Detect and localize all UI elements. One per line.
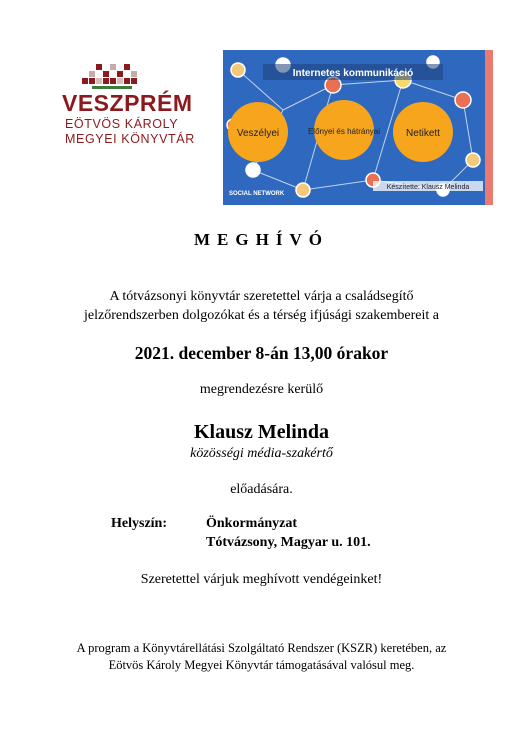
banner-heading: Internetes kommunikáció — [292, 68, 414, 79]
footer-line-1: A program a Könyvtárellátási Szolgáltató Rendszer (KSZR) keretében, az — [76, 641, 447, 655]
location-line-1: Önkormányzat — [206, 516, 297, 531]
social-network-banner — [223, 50, 493, 205]
lecture-text: előadására. — [230, 482, 293, 497]
footer-line-2: Eötvös Károly Megyei Könyvtár támogatásával valósul meg. — [108, 658, 415, 672]
intro-line-1: A tótvázsonyi könyvtár szeretettel várja a családsegítő — [109, 289, 414, 304]
logo-line-1: EÖTVÖS KÁROLY — [65, 117, 179, 131]
invitation-title: MEGHÍVÓ — [194, 230, 329, 249]
location-label: Helyszín: — [111, 516, 167, 531]
logo-line-2: MEGYEI KÖNYVTÁR — [65, 132, 195, 146]
held-text: megrendezésre kerülő — [199, 382, 324, 397]
speaker-name: Klausz Melinda — [193, 421, 329, 443]
bubble-netiquette: Netikett — [406, 128, 440, 139]
intro-line-2: jelzőrendszerben dolgozókat és a térség ifjúsági szakembereit a — [84, 308, 439, 323]
checker-crown-icon — [82, 64, 142, 92]
location-line-2: Tótvázsony, Magyar u. 101. — [206, 535, 371, 550]
intro-paragraph — [0, 287, 523, 325]
speaker-role: közösségi média-szakértő — [190, 446, 333, 461]
event-date: 2021. december 8-án 13,00 órakor — [134, 343, 389, 363]
network-illustration — [223, 50, 493, 205]
bubble-pros-cons: Előnyei és hátrányai — [307, 127, 381, 136]
library-logo — [62, 64, 202, 154]
logo-name: VESZPRÉM — [62, 90, 193, 116]
bubble-dangers: Veszélyei — [236, 128, 280, 139]
footer-note — [0, 640, 523, 674]
banner-credit: Készítette: Klausz Melinda — [386, 184, 470, 191]
social-network-label: SOCIAL NETWORK — [229, 191, 285, 197]
welcome-text: Szeretettel várjuk meghívott vendégeinket! — [140, 572, 383, 587]
